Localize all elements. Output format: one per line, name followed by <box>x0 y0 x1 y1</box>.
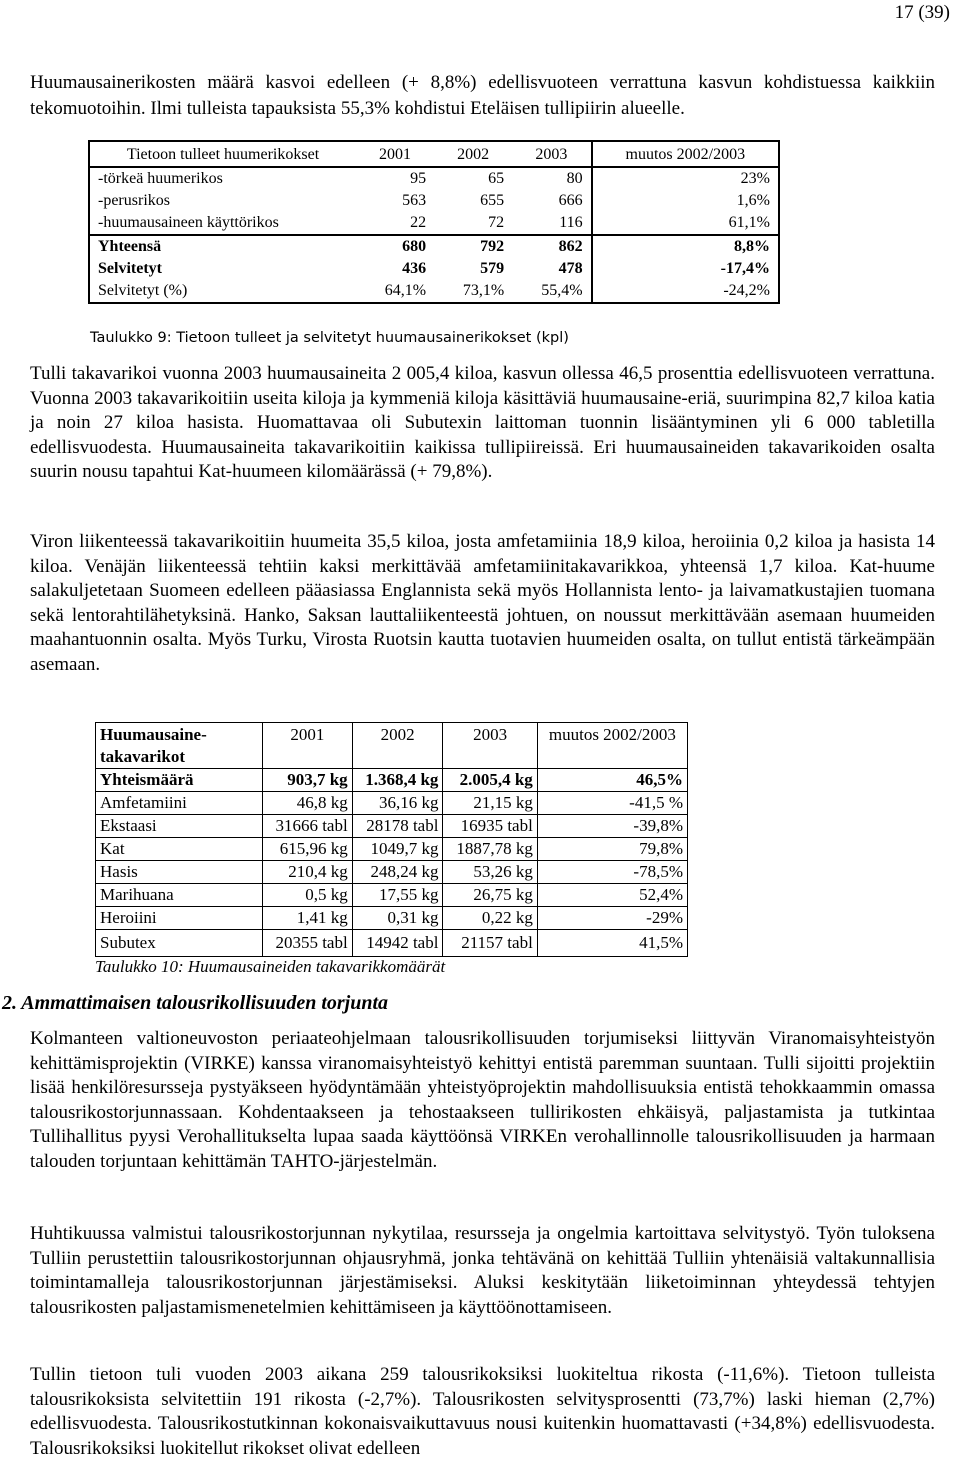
row-label: -perusrikos <box>98 192 170 209</box>
row-label: Amfetamiini <box>96 792 263 815</box>
header-cell: 2002 <box>457 146 490 163</box>
value-cell: -24,2% <box>723 282 770 299</box>
value-cell: 23% <box>740 170 770 187</box>
row-label: Subutex <box>96 930 263 957</box>
intro-paragraph: Huumausainerikosten määrä kasvoi edelleen (+ 8,8%) edellisvuoteen verrattuna kasvun kohdistuessa kaikkiin tekomuotoihin. Ilmi tulleista tapauksista 55,3% kohdistui Eteläisen tullipiirin alueelle. <box>30 72 935 119</box>
header-cell: Huumausaine-takavarikot <box>96 723 263 769</box>
value-cell: 46,8 kg <box>263 792 353 815</box>
paragraph: Kolmanteen valtioneuvoston periaateohjelmaan talousrikollisuuden torjumiseksi liittyvän Viranomaisyhteistyön kehittämisprojektin (VIRKE) kanssa viranomaisyhteistyö kehittyi entistä paremman suuntaan. Tulli sijoitti projektiin lisää henkilöresursseja pystyäkseen hyödyntämään yhteistyöprojektin mahdollisuuksia entistä tehokkaammin omassa talousrikostorjunnassaan. Kohdentaakseen ja tehostaakseen tullirikosten ehkäisyä, paljastamista ja tutkintaa Tullihallitus pyysi Verohallitukselta lupaa saada käyttöönsä VIRKEn verohallinnolle talousrikollisuuden ja harmaan talouden torjuntaan kehittämän TAHTO-järjestelmän. <box>30 1028 935 1172</box>
value-cell: 8,8% <box>592 235 779 258</box>
value-cell: 248,24 kg <box>352 861 443 884</box>
header-cell: 2001 <box>379 146 412 163</box>
value-cell: 1,41 kg <box>263 907 353 930</box>
value-cell: 16935 tabl <box>443 815 537 838</box>
header-cell: muutos 2002/2003 <box>537 723 687 769</box>
value-cell: 20355 tabl <box>263 930 353 957</box>
value-cell: 1,6% <box>736 192 770 209</box>
value-cell: -39,8% <box>537 815 687 838</box>
table-row <box>96 861 688 884</box>
header-cell: 2003 <box>512 141 591 167</box>
value-cell: 80 <box>512 167 591 190</box>
value-cell: 55,4% <box>512 280 591 303</box>
table-header-row <box>96 723 688 769</box>
row-label: -huumausaineen käyttörikos <box>98 214 279 231</box>
table-caption: Taulukko 9: Tietoon tulleet ja selvitetyt huumausainerikokset (kpl) <box>90 330 569 346</box>
value-cell: 28178 tabl <box>352 815 443 838</box>
value-cell: -41,5 % <box>537 792 687 815</box>
value-cell: 73,1% <box>462 282 505 299</box>
value-cell: 655 <box>480 192 505 209</box>
table-row <box>89 280 779 303</box>
value-cell: 72 <box>488 214 505 231</box>
header-cell: muutos 2002/2003 <box>625 146 746 163</box>
table-header-row <box>89 141 779 167</box>
value-cell: 0,31 kg <box>352 907 443 930</box>
row-label: Kat <box>96 838 263 861</box>
table-row <box>96 792 688 815</box>
row-label: Marihuana <box>96 884 263 907</box>
row-label: Selvitetyt <box>98 260 162 277</box>
value-cell: 680 <box>356 235 434 258</box>
value-cell: 0,22 kg <box>443 907 537 930</box>
value-cell: 65 <box>488 170 505 187</box>
value-cell: 579 <box>480 260 505 277</box>
header-cell: 2001 <box>263 723 353 769</box>
value-cell: 26,75 kg <box>443 884 537 907</box>
value-cell: 21,15 kg <box>443 792 537 815</box>
row-label: Hasis <box>96 861 263 884</box>
row-label: Yhteensä <box>89 235 356 258</box>
value-cell: 792 <box>434 235 512 258</box>
value-cell: 0,5 kg <box>263 884 353 907</box>
value-cell: 478 <box>512 258 591 280</box>
value-cell: 2.005,4 kg <box>443 769 537 792</box>
value-cell: 64,1% <box>384 282 427 299</box>
value-cell: 1049,7 kg <box>352 838 443 861</box>
value-cell: 1887,78 kg <box>443 838 537 861</box>
page-number: 17 (39) <box>894 2 950 23</box>
value-cell: 21157 tabl <box>443 930 537 957</box>
paragraph: Huhtikuussa valmistui talousrikostorjunnan nykytilaa, resursseja ja ongelmia kartoittava selvitystyö. Työn tuloksena Tulliin perustettiin talousrikostorjunnan ohjausryhmä, jonka tehtävänä on kehittää Tulliin yhtenäisiä valtakunnallisia toimintamalleja talousrikostorjunnan järjestämiseksi. Aluksi keskitytään liiketoiminnan yhteydessä tehtyjen talousrikosten paljastamismenetelmien kehittämiseen ja käyttöönottamiseen. <box>30 1223 935 1318</box>
value-cell: 862 <box>512 235 591 258</box>
table-row <box>89 258 779 280</box>
table-caption: Taulukko 10: Huumausaineiden takavarikkomäärät <box>95 957 446 976</box>
table-row-total <box>89 235 779 258</box>
table-seizures <box>95 722 688 957</box>
section-heading: 2. Ammattimaisen talousrikollisuuden torjunta <box>2 992 389 1014</box>
value-cell: 615,96 kg <box>263 838 353 861</box>
value-cell: 31666 tabl <box>263 815 353 838</box>
paragraph: Viron liikenteessä takavarikoitiin huumeita 35,5 kiloa, josta amfetamiinia 18,9 kiloa, heroiinia 0,2 kiloa ja hasista 14 kiloa. Venäjän liikenteessä tehtiin kaksi merkittävää amfetamiinitakavarikkoa, yhteensä 1,7 kiloa. Kat-huume salakuljetetaan Suomeen edelleen pääasiassa Englannista sekä myös Hollannista lento- ja laivamatkustajien tuomana sekä lentorahtilähetyksinä. Hanko, Saksan lauttaliikenteestä johtuen, on noussut merkittävään asemaan huumeiden maahantuonnin osalta. Myös Turku, Virosta Ruotsin kautta tuotavien huumeiden osalta, on tullut entistä tärkeämpään asemaan. <box>30 531 935 675</box>
row-label: Ekstaasi <box>96 815 263 838</box>
value-cell: 61,1% <box>728 214 770 231</box>
table-row <box>89 212 779 235</box>
value-cell: 36,16 kg <box>352 792 443 815</box>
value-cell: 903,7 kg <box>263 769 353 792</box>
table-row <box>96 907 688 930</box>
table-row <box>96 930 688 957</box>
value-cell: -17,4% <box>720 260 770 277</box>
value-cell: 22 <box>410 214 427 231</box>
value-cell: 1.368,4 kg <box>352 769 443 792</box>
row-label: Yhteismäärä <box>96 769 263 792</box>
value-cell: -78,5% <box>537 861 687 884</box>
value-cell: 79,8% <box>537 838 687 861</box>
table-row <box>89 190 779 212</box>
table-row <box>89 167 779 190</box>
paragraph: Tulli takavarikoi vuonna 2003 huumausaineita 2 005,4 kiloa, kasvun ollessa 46,5 prosenttia edellisvuoteen verrattuna. Vuonna 2003 takavarikoitiin useita kiloja ja kymmeniä kiloja käsittäviä huumausaine-eriä, suurimpina 82,7 kiloa katia ja noin 27 kiloa hasista. Huomattavaa oli Subutexin laittoman tuonnin lisääntyminen yli 6 000 tabletilla edellisvuodesta. Huumausaineita takavarikoitiin kaikissa tullipiireissä. Eri huumausaineiden takavarikoiden osalta suurin nousu tapahtui Kat-huumeen kilomäärässä (+ 79,8%). <box>30 363 935 483</box>
value-cell: 210,4 kg <box>263 861 353 884</box>
value-cell: 116 <box>512 212 591 235</box>
value-cell: 14942 tabl <box>352 930 443 957</box>
value-cell: 46,5% <box>537 769 687 792</box>
table-row <box>96 884 688 907</box>
table-row <box>96 838 688 861</box>
header-cell: Tietoon tulleet huumerikokset <box>126 146 320 163</box>
value-cell: 95 <box>410 170 427 187</box>
row-label: -törkeä huumerikos <box>98 170 223 187</box>
row-label: Heroiini <box>96 907 263 930</box>
value-cell: 666 <box>512 190 591 212</box>
paragraph: Tullin tietoon tuli vuoden 2003 aikana 259 talousrikoksiksi luokiteltua rikosta (-11,6%). Tietoon tulleista talousrikoksista selvitettiin 191 rikosta (-2,7%). Talousrikosten selvitysprosentti (73,7%) laski hieman (2,7%) edellisvuodesta. Talousrikostutkinnan kokonaisvaikuttavuus nousi kuitenkin huomattavasti (+34,8%) edellisvuodesta. Talousrikoksiksi luokitellut rikokset olivat edelleen <box>30 1364 935 1459</box>
value-cell: 17,55 kg <box>352 884 443 907</box>
row-label: Selvitetyt (%) <box>98 282 188 299</box>
value-cell: 52,4% <box>537 884 687 907</box>
header-cell: 2003 <box>443 723 537 769</box>
value-cell: 436 <box>402 260 427 277</box>
value-cell: 41,5% <box>537 930 687 957</box>
value-cell: 53,26 kg <box>443 861 537 884</box>
value-cell: -29% <box>537 907 687 930</box>
table-row-total <box>96 769 688 792</box>
value-cell: 563 <box>402 192 427 209</box>
table-row <box>96 815 688 838</box>
header-cell: 2002 <box>352 723 443 769</box>
table-drug-offences <box>88 140 780 304</box>
